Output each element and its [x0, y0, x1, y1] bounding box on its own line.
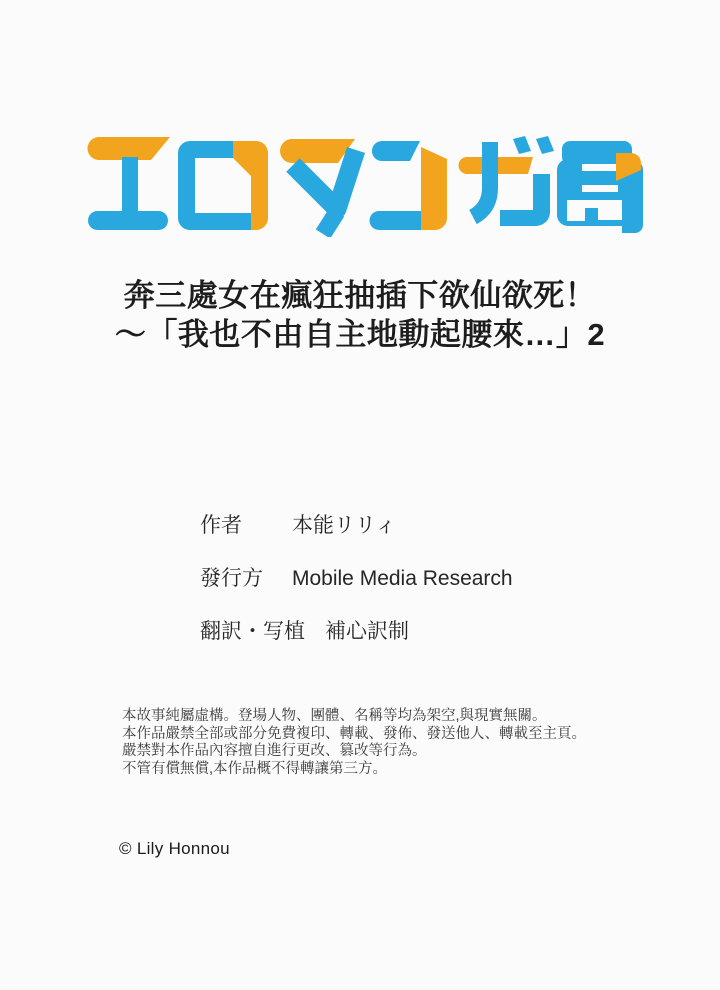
- credit-label-publisher: 發行方: [200, 567, 263, 590]
- logo-glyph-ga: [459, 136, 554, 226]
- publisher-logo: [85, 133, 645, 237]
- disclaimer-line-4: 不管有償無償,本作品概不得轉讓第三方。: [122, 760, 388, 777]
- credit-row-publisher: [200, 566, 513, 592]
- credit-label-translation: 翻訳・写植: [200, 620, 305, 643]
- copyright-notice: © Lily Honnou: [119, 839, 230, 858]
- credit-value-publisher: Mobile Media Research: [292, 567, 513, 590]
- logo-glyph-ro: [178, 141, 268, 230]
- logo-glyph-ma: [280, 139, 356, 234]
- credit-row-author: [200, 513, 513, 539]
- book-title-line-1: 奔三處女在瘋狂抽插下欲仙欲死！: [123, 278, 597, 313]
- eromanga-jima-logo-image: [85, 133, 645, 237]
- credit-value-author: 本能リリィ: [292, 514, 397, 537]
- disclaimer-line-2: 本作品嚴禁全部或部分免費複印、轉載、發佈、發送他人、轉載至主頁。: [122, 725, 586, 742]
- credit-value-translation: 補心訳制: [325, 620, 409, 643]
- disclaimer-line-1: 本故事純屬虛構。登場人物、團體、名稱等均為架空,與現實無關。: [122, 708, 547, 724]
- credit-label-author: 作者: [200, 514, 242, 537]
- logo-glyph-n: [370, 141, 448, 230]
- credits-list: [200, 513, 513, 672]
- credit-row-translation: [200, 619, 513, 645]
- disclaimer-block: [122, 708, 642, 778]
- disclaimer-line-3: 嚴禁對本作品內容擅自進行更改、篡改等行為。: [122, 743, 427, 759]
- book-title-line-2: ～「我也不由自主地動起腰來…」2: [114, 317, 606, 352]
- logo-glyph-shima: [557, 141, 643, 233]
- book-title: [0, 276, 720, 354]
- logo-glyph-e: [88, 137, 171, 230]
